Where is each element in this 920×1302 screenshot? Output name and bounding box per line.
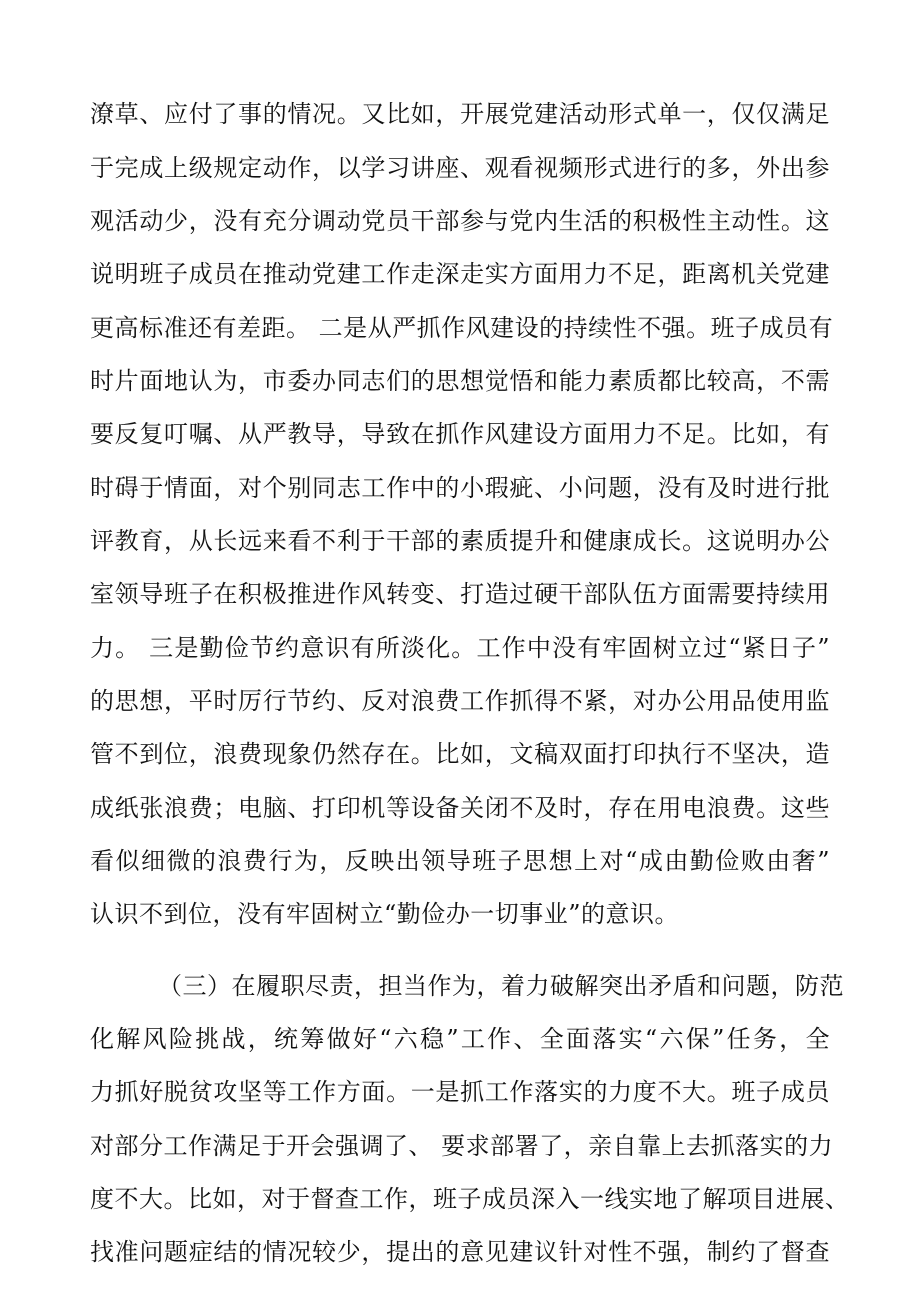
text-line: 找准问题症结的情况较少，提出的意见建议针对性不强，制约了督查 <box>90 1238 830 1266</box>
text-line: 室领导班子在积极推进作风转变、打造过硬干部队伍方面需要持续用 <box>90 580 830 608</box>
text-line: 于完成上级规定动作，以学习讲座、观看视频形式进行的多，外出参 <box>90 154 830 182</box>
text-line: 认识不到位，没有牢固树立“勤俭办一切事业”的意识。 <box>90 900 680 928</box>
text-line: 时片面地认为，市委办同志们的思想觉悟和能力素质都比较高，不需 <box>90 367 830 395</box>
text-line: 更高标准还有差距。 二是从严抓作风建设的持续性不强。班子成员有 <box>90 314 834 342</box>
text-line: 要反复叮嘱、从严教导，导致在抓作风建设方面用力不足。比如，有 <box>90 420 830 448</box>
text-line: 管不到位，浪费现象仍然存在。比如，文稿双面打印执行不坚决，造 <box>90 740 830 768</box>
text-line: 看似细微的浪费行为，反映出领导班子思想上对“成由勤俭败由奢” <box>90 847 830 875</box>
text-line: 说明班子成员在推动党建工作走深走实方面用力不足，距离机关党建 <box>90 260 830 288</box>
text-line: 成纸张浪费；电脑、打印机等设备关闭不及时，存在用电浪费。这些 <box>90 794 830 822</box>
text-line: 观活动少，没有充分调动党员干部参与党内生活的积极性主动性。这 <box>90 207 830 235</box>
text-line: 的思想，平时厉行节约、反对浪费工作抓得不紧，对办公用品使用监 <box>90 687 830 715</box>
text-line: 力抓好脱贫攻坚等工作方面。一是抓工作落实的力度不大。班子成员 <box>90 1078 830 1106</box>
text-line: 力。 三是勤俭节约意识有所淡化。工作中没有牢固树立过“紧日子” <box>90 634 830 662</box>
text-line: 化解风险挑战，统筹做好“六稳”工作、全面落实“六保”任务，全 <box>90 1025 830 1053</box>
text-line: 时碍于情面，对个别同志工作中的小瑕疵、小问题，没有及时进行批 <box>90 474 830 502</box>
text-line: 潦草、应付了事的情况。又比如，开展党建活动形式单一，仅仅满足 <box>90 100 830 128</box>
text-line: 对部分工作满足于开会强调了、 要求部署了，亲自靠上去抓落实的力 <box>90 1132 834 1160</box>
text-line: 评教育，从长远来看不利于干部的素质提升和健康成长。这说明办公 <box>90 527 830 555</box>
text-line: 度不大。比如，对于督查工作，班子成员深入一线实地了解项目进展、 <box>90 1185 850 1213</box>
text-line: （三）在履职尽责，担当作为，着力破解突出矛盾和问题，防范 <box>158 972 844 1000</box>
